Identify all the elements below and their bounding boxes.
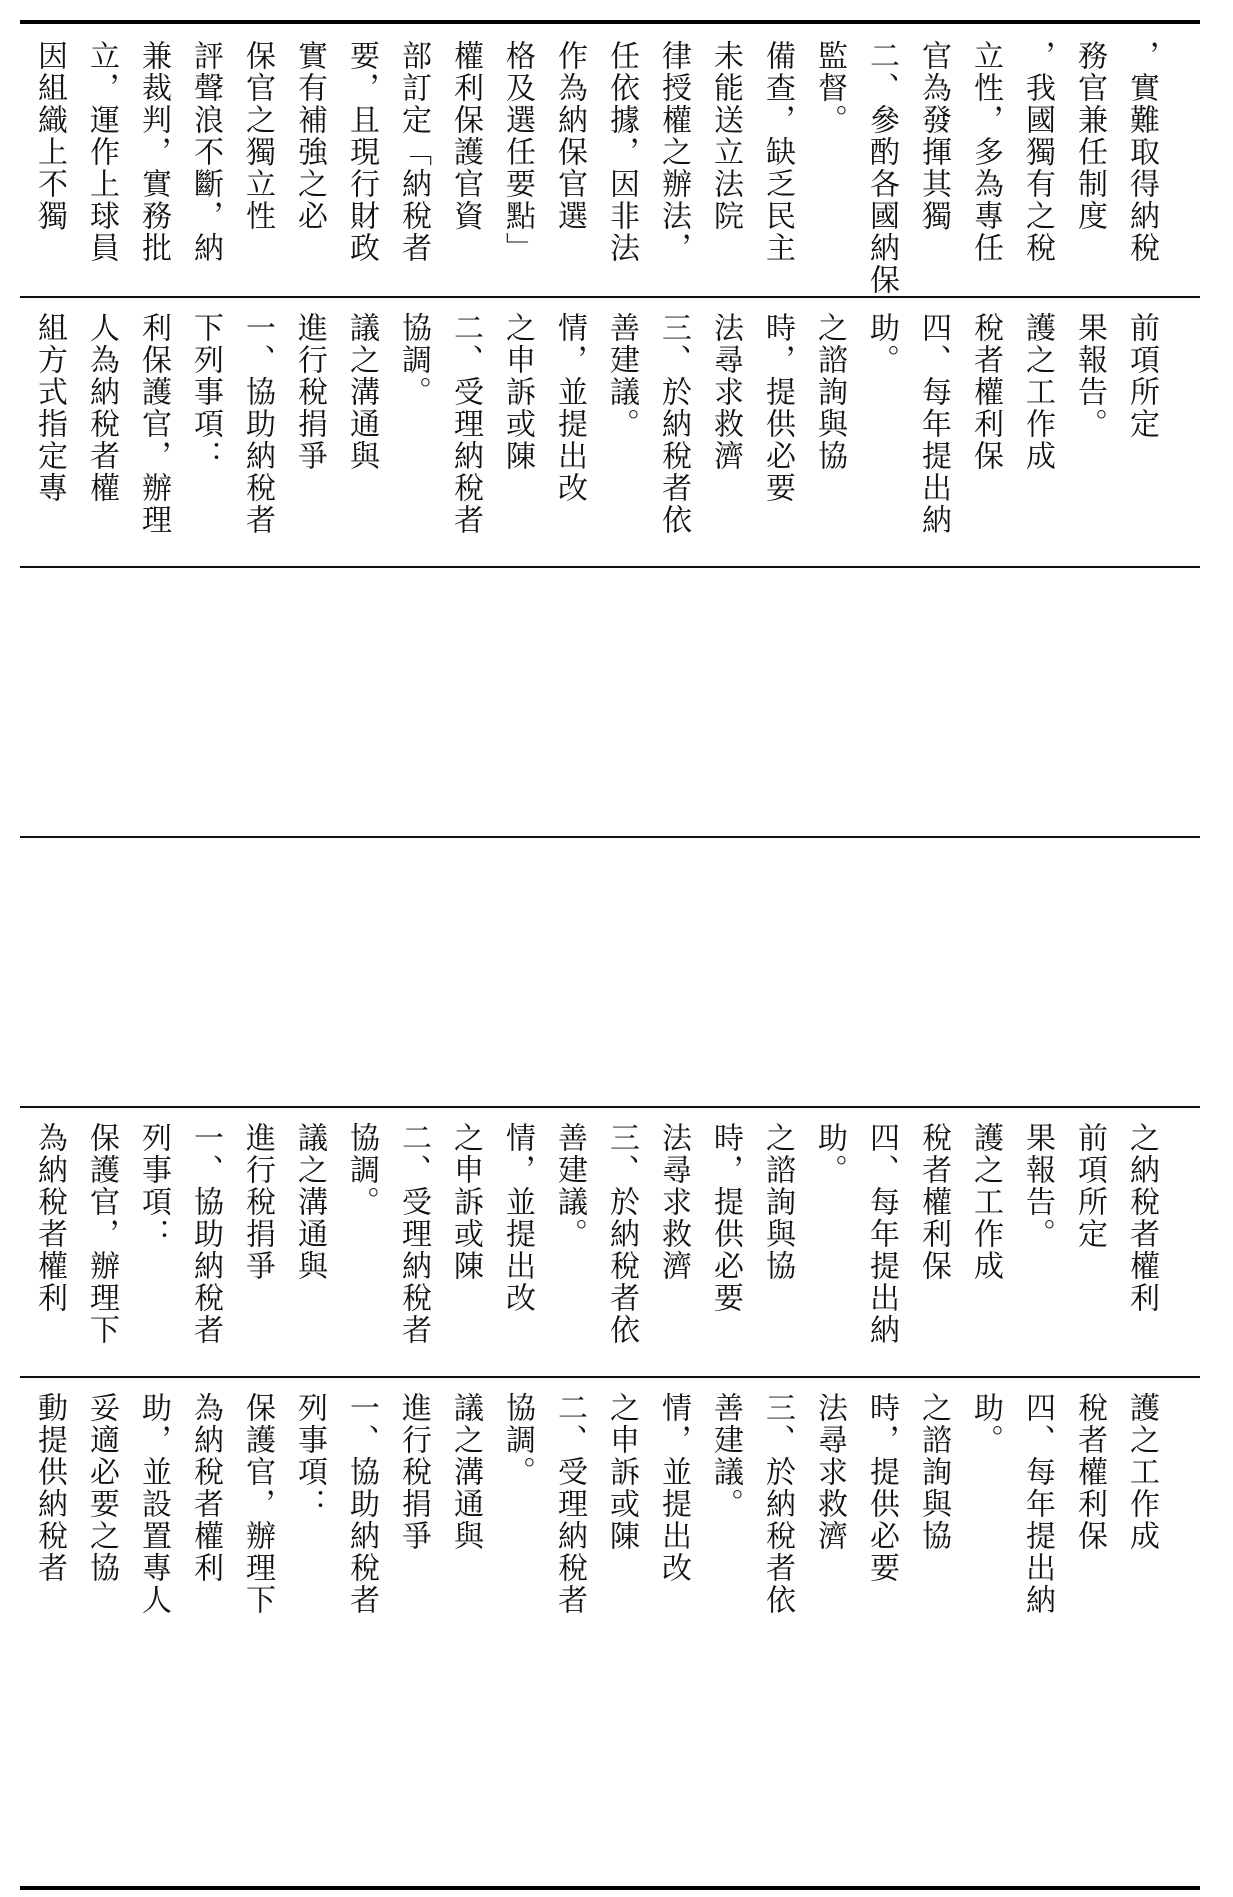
text-column: 列事項：: [136, 1122, 171, 1250]
bottom-rule: [20, 1886, 1200, 1890]
band-1: [32, 28, 1200, 296]
text-column: 果報告。: [1020, 1122, 1055, 1250]
text-column: 三、於納稅者依: [760, 1392, 795, 1616]
text-column: 進行稅捐爭: [396, 1392, 431, 1552]
text-column: 法尋求救濟: [708, 312, 743, 472]
text-column: 前項所定: [1124, 312, 1159, 440]
band-3: [34, 570, 1200, 830]
text-column: 三、於納稅者依: [604, 1122, 639, 1346]
text-column: 二、受理納稅者: [552, 1392, 587, 1616]
text-column: 協調。: [500, 1392, 535, 1488]
text-column: 稅者權利保: [1072, 1392, 1107, 1552]
text-column: 助。: [864, 312, 899, 376]
text-column: 一、協助納稅者: [188, 1122, 223, 1346]
text-column: 善建議。: [604, 312, 639, 440]
text-column: 妥適必要之協: [84, 1392, 119, 1584]
text-column: 之諮詢與協: [760, 1122, 795, 1282]
text-column: 列事項：: [292, 1392, 327, 1520]
text-column: 保護官，辦理下: [84, 1122, 119, 1346]
text-column: 助，並設置專人: [136, 1392, 171, 1616]
band-divider: [20, 1376, 1200, 1378]
text-column: 官為發揮其獨: [916, 40, 951, 232]
text-column: 四、每年提出納: [1020, 1392, 1055, 1616]
band-divider: [20, 1106, 1200, 1108]
band-divider: [20, 836, 1200, 838]
text-column: 情，並提出改: [656, 1392, 691, 1584]
text-column: 評聲浪不斷，納: [188, 40, 223, 264]
text-column: 動提供納稅者: [32, 1392, 67, 1584]
text-column: 議之溝通與: [292, 1122, 327, 1282]
text-column: 稅者權利保: [916, 1122, 951, 1282]
band-6: [34, 1380, 1200, 1640]
band-divider: [20, 296, 1200, 298]
band-4: [34, 840, 1200, 1100]
text-column: 護之工作成: [1124, 1392, 1159, 1552]
text-column: 情，並提出改: [500, 1122, 535, 1314]
text-column: 權利保護官資: [448, 40, 483, 232]
text-column: 之申訴或陳: [500, 312, 535, 472]
text-column: 組方式指定專: [32, 312, 67, 504]
text-column: 為納稅者權利: [188, 1392, 223, 1584]
text-column: 助。: [812, 1122, 847, 1186]
text-column: 作為納保官選: [552, 40, 587, 232]
text-column: 實有補強之必: [292, 40, 327, 232]
text-column: 善建議。: [708, 1392, 743, 1520]
text-column: 四、每年提出納: [864, 1122, 899, 1346]
text-column: 任依據，因非法: [604, 40, 639, 264]
text-column: 要，且現行財政: [344, 40, 379, 264]
text-column: 二、參酌各國納保: [864, 40, 899, 296]
text-column: 人為納稅者權: [84, 312, 119, 504]
text-column: 議之溝通與: [344, 312, 379, 472]
text-column: 善建議。: [552, 1122, 587, 1250]
text-column: 之諮詢與協: [812, 312, 847, 472]
text-column: 護之工作成: [968, 1122, 1003, 1282]
text-column: 利保護官，辦理: [136, 312, 171, 536]
text-column: 果報告。: [1072, 312, 1107, 440]
text-column: 一、協助納稅者: [344, 1392, 379, 1616]
text-column: 律授權之辦法，: [656, 40, 691, 264]
text-column: 法尋求救濟: [656, 1122, 691, 1282]
text-column: 之申訴或陳: [604, 1392, 639, 1552]
text-column: 三、於納稅者依: [656, 312, 691, 536]
text-column: 為納稅者權利: [32, 1122, 67, 1314]
band-5: [34, 1110, 1200, 1370]
text-column: ，實難取得納稅: [1124, 40, 1159, 264]
text-column: 進行稅捐爭: [292, 312, 327, 472]
text-column: 務官兼任制度: [1072, 40, 1107, 232]
text-column: 備查，缺乏民主: [760, 40, 795, 264]
text-column: 情，並提出改: [552, 312, 587, 504]
top-rule: [20, 20, 1200, 24]
text-column: 助。: [968, 1392, 1003, 1456]
text-column: 未能送立法院: [708, 40, 743, 232]
band-2: [34, 300, 1200, 560]
text-column: 一、協助納稅者: [240, 312, 275, 536]
text-column: 因組織上不獨: [32, 40, 67, 232]
text-column: 四、每年提出納: [916, 312, 951, 536]
text-column: 之諮詢與協: [916, 1392, 951, 1552]
text-column: 時，提供必要: [760, 312, 795, 504]
text-column: 監督。: [812, 40, 847, 136]
text-column: 二、受理納稅者: [396, 1122, 431, 1346]
text-column: 護之工作成: [1020, 312, 1055, 472]
text-column: ，我國獨有之稅: [1020, 40, 1055, 264]
text-column: 稅者權利保: [968, 312, 1003, 472]
text-column: 進行稅捐爭: [240, 1122, 275, 1282]
text-column: 保護官，辦理下: [240, 1392, 275, 1616]
text-column: 下列事項：: [188, 312, 223, 472]
text-column: 二、受理納稅者: [448, 312, 483, 536]
text-column: 兼裁判，實務批: [136, 40, 171, 264]
text-column: 前項所定: [1072, 1122, 1107, 1250]
text-column: 法尋求救濟: [812, 1392, 847, 1552]
text-column: 部訂定「納稅者: [396, 40, 431, 264]
text-column: 協調。: [344, 1122, 379, 1218]
text-column: 之申訴或陳: [448, 1122, 483, 1282]
document-page: [20, 20, 1200, 1890]
text-column: 格及選任要點」: [500, 40, 535, 264]
text-column: 立性，多為專任: [968, 40, 1003, 264]
text-column: 時，提供必要: [864, 1392, 899, 1584]
band-divider: [20, 566, 1200, 568]
text-column: 之納稅者權利: [1124, 1122, 1159, 1314]
text-column: 協調。: [396, 312, 431, 408]
text-column: 議之溝通與: [448, 1392, 483, 1552]
text-column: 時，提供必要: [708, 1122, 743, 1314]
text-column: 立，運作上球員: [84, 40, 119, 264]
text-column: 保官之獨立性: [240, 40, 275, 232]
